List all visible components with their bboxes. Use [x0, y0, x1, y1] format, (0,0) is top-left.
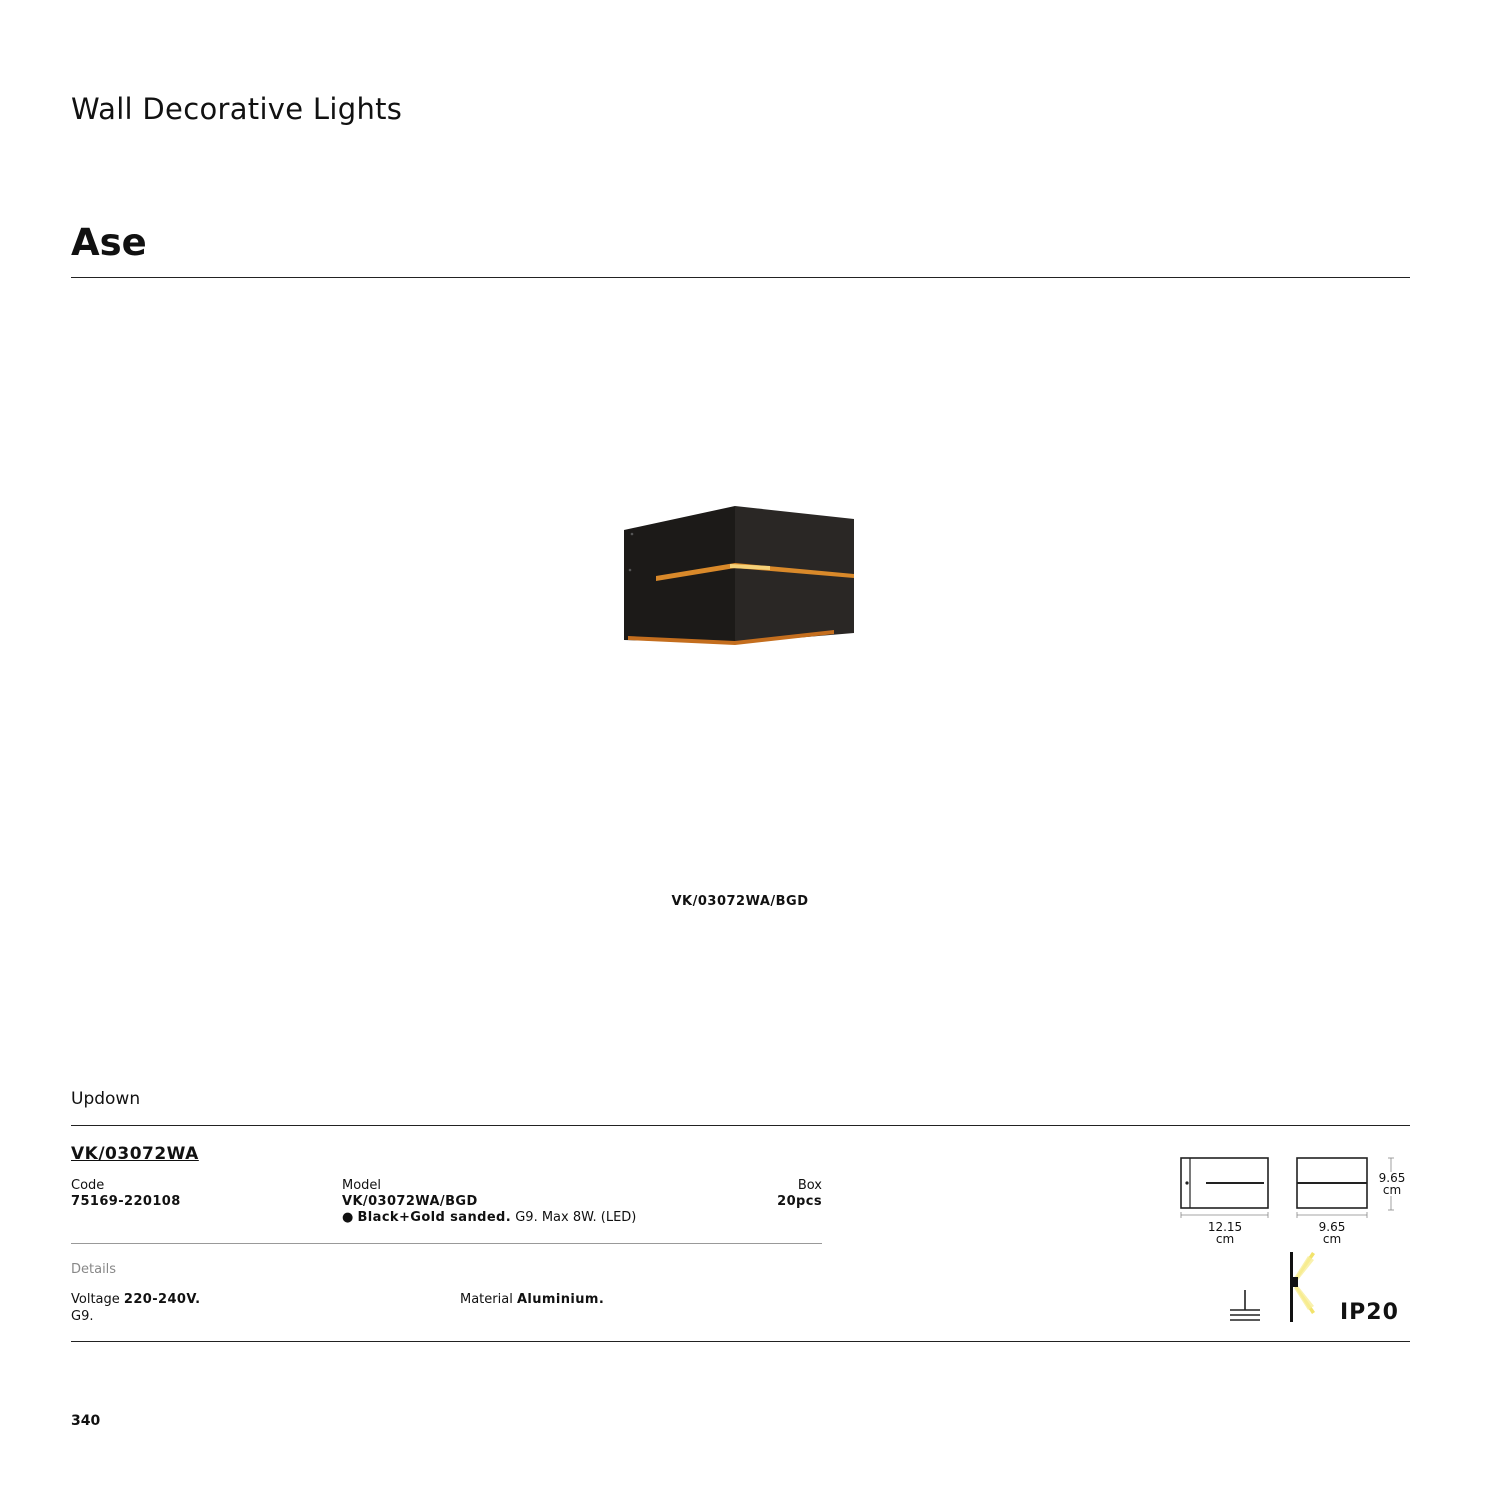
variant-title: Updown: [71, 1089, 141, 1109]
width-value: 12.15: [1207, 1220, 1243, 1234]
screw-dot: [631, 533, 634, 536]
front-view-drawing: [1176, 1152, 1276, 1222]
screw-dot: [629, 569, 632, 572]
finish-bullet: ●: [342, 1210, 354, 1225]
model-value: VK/03072WA/BGD: [342, 1194, 478, 1209]
code-value: 75169-220108: [71, 1194, 181, 1209]
box-value: 20pcs: [777, 1194, 822, 1209]
ip-rating: IP20: [1340, 1300, 1399, 1325]
page-number: 340: [71, 1413, 101, 1429]
material-label: Material: [460, 1292, 513, 1307]
voltage-label: Voltage: [71, 1292, 120, 1307]
width-unit: cm: [1215, 1232, 1235, 1246]
height-unit: cm: [1382, 1183, 1402, 1197]
height-dimension: [1370, 1172, 1414, 1196]
height-value: 9.65: [1378, 1171, 1406, 1185]
finish-line: [342, 1210, 636, 1225]
code-label: Code: [71, 1178, 105, 1193]
wall-updown-light-icon: [1284, 1250, 1318, 1324]
product-image: [620, 500, 860, 650]
spec-divider: [71, 1243, 822, 1244]
finish-name: Black+Gold sanded.: [357, 1210, 512, 1225]
details-heading: Details: [71, 1262, 117, 1277]
depth-value: 9.65: [1318, 1220, 1346, 1234]
material-line: [460, 1292, 604, 1307]
voltage-line: [71, 1292, 201, 1307]
product-name: Ase: [71, 221, 147, 264]
footer-divider: [71, 1341, 1410, 1342]
depth-unit: cm: [1322, 1232, 1342, 1246]
material-value: Aluminium.: [516, 1292, 605, 1307]
side-view-drawing: [1292, 1152, 1372, 1222]
width-dimension: [1185, 1221, 1265, 1245]
variant-divider: [71, 1125, 1410, 1126]
header-divider: [71, 277, 1410, 278]
box-label: Box: [797, 1178, 822, 1193]
depth-dimension: [1292, 1221, 1372, 1245]
voltage-value: 220-240V.: [123, 1292, 201, 1307]
model-title-link[interactable]: VK/03072WA: [71, 1144, 199, 1164]
earth-ground-icon: [1226, 1288, 1264, 1324]
socket-value: G9.: [71, 1309, 94, 1324]
product-image-caption: VK/03072WA/BGD: [671, 894, 809, 909]
category-title: Wall Decorative Lights: [71, 92, 403, 126]
finish-specs: G9. Max 8W. (LED): [515, 1210, 637, 1225]
model-label: Model: [342, 1178, 382, 1193]
